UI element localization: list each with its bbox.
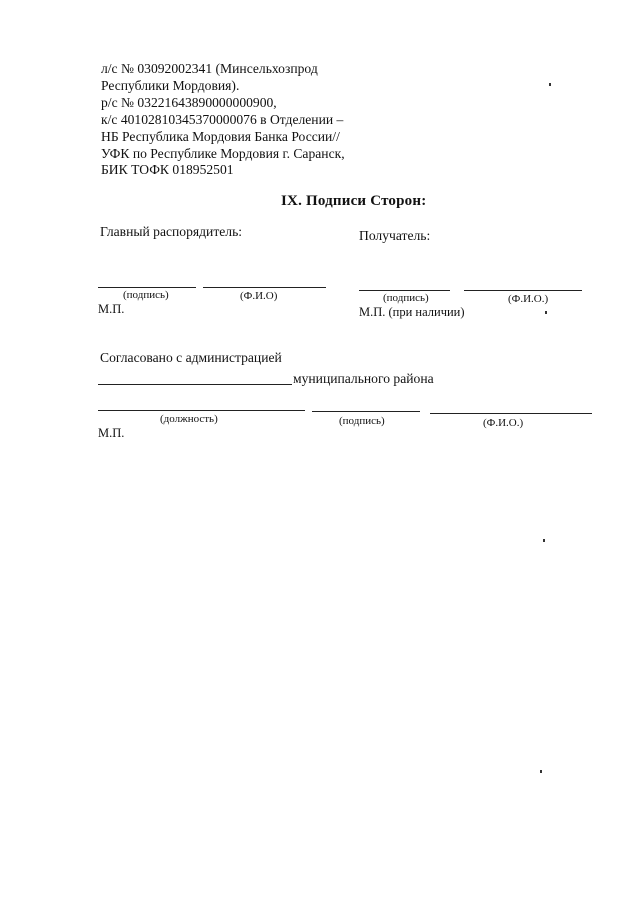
requisites-line: л/с № 03092002341 (Минсельхозпрод	[101, 61, 318, 76]
requisites-line: НБ Республика Мордовия Банка России//	[101, 129, 340, 144]
requisites-line: р/с № 03221643890000000900,	[101, 95, 277, 110]
approval-position-line	[98, 410, 305, 411]
recipient-name-line	[464, 290, 582, 291]
approval-seal-label: М.П.	[98, 426, 125, 440]
approval-position-caption: (должность)	[160, 413, 218, 425]
approval-line2-suffix: муниципального района	[293, 371, 434, 386]
chief-name-line	[203, 287, 326, 288]
recipient-signature-caption: (подпись)	[383, 292, 429, 304]
section-heading: IX. Подписи Сторон:	[281, 193, 427, 209]
recipient-name-caption: (Ф.И.О.)	[508, 293, 549, 305]
recipient-seal-label: М.П. (при наличии)	[359, 305, 465, 319]
approval-admin-blank-line	[98, 384, 292, 385]
chief-title: Главный распорядитель:	[100, 224, 243, 239]
scan-speck	[543, 539, 545, 542]
requisites-line: УФК по Республике Мордовия г. Саранск,	[101, 146, 345, 161]
approval-name-caption: (Ф.И.О.)	[483, 417, 524, 429]
recipient-signature-line	[359, 290, 450, 291]
requisites-line: БИК ТОФК 018952501	[101, 162, 234, 177]
scan-speck	[545, 311, 547, 314]
scan-speck	[549, 83, 551, 86]
requisites-line: Республики Мордовия).	[101, 78, 240, 93]
requisites-line: к/с 40102810345370000076 в Отделении –	[101, 112, 344, 127]
approval-signature-line	[312, 411, 420, 412]
chief-signature-line	[98, 287, 196, 288]
scan-speck	[540, 770, 542, 773]
approval-line1: Согласовано с администрацией	[100, 350, 282, 365]
chief-seal-label: М.П.	[98, 302, 125, 316]
chief-signature-caption: (подпись)	[123, 289, 169, 301]
chief-name-caption: (Ф.И.О)	[240, 290, 278, 302]
approval-signature-caption: (подпись)	[339, 415, 385, 427]
approval-name-line	[430, 413, 592, 414]
recipient-title: Получатель:	[359, 228, 431, 243]
